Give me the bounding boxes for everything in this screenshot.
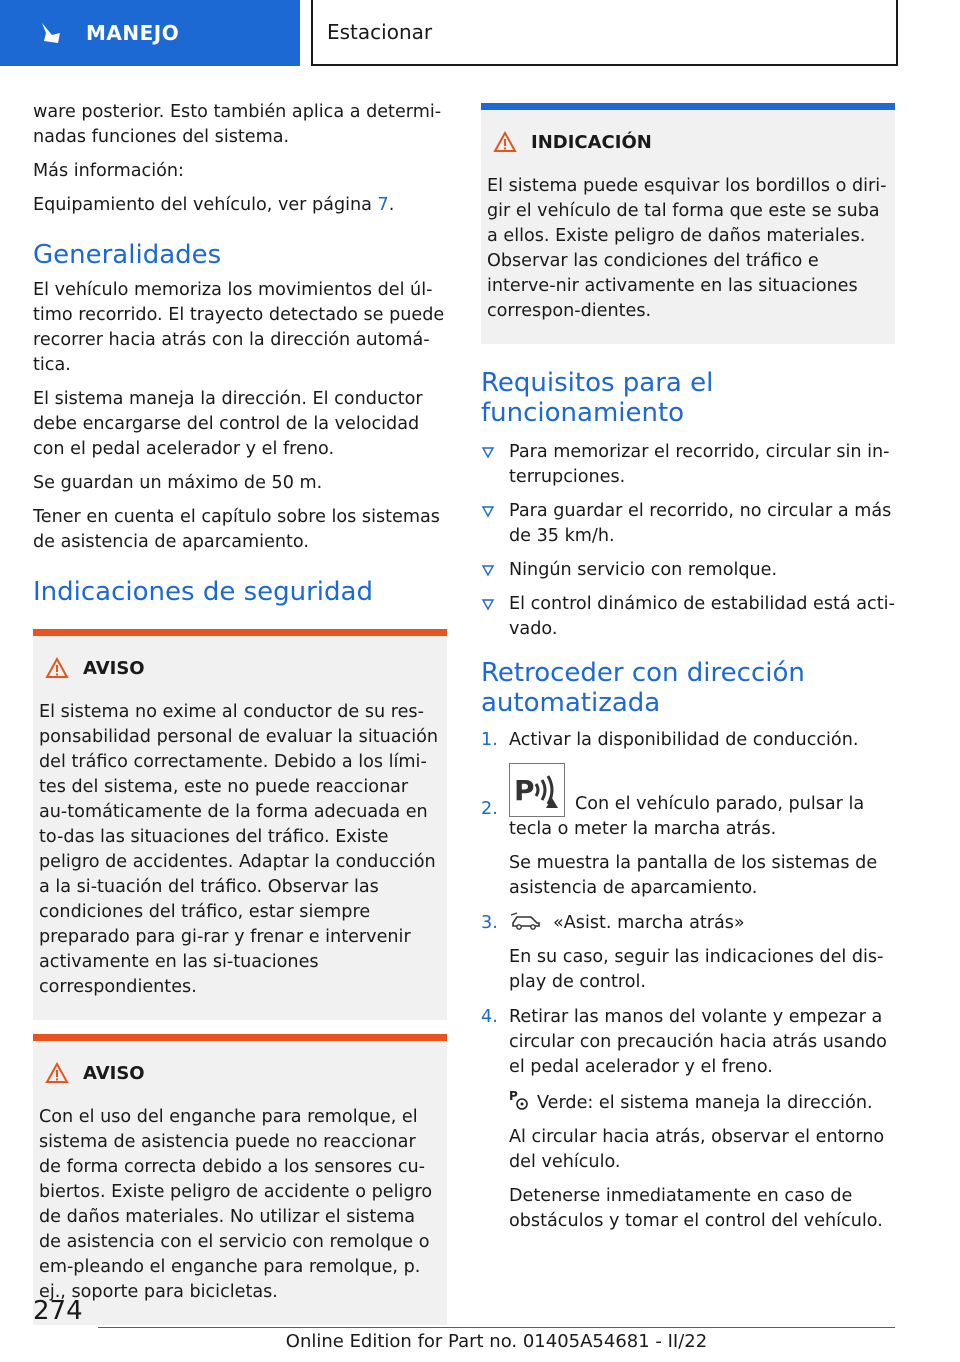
- list-item: [481, 592, 895, 642]
- note-box: [481, 103, 895, 344]
- warning-title: AVISO: [83, 657, 145, 679]
- page-number: 274: [33, 1296, 83, 1326]
- general-paragraph-4: Tener en cuenta el capítulo sobre los sistemas de asistencia de aparcamiento.: [33, 507, 440, 552]
- step-text-main: Retirar las manos del volante y empezar a circular con precaución hacia atrás usando el pedal acelerador y el freno.: [509, 1007, 887, 1077]
- reference-text: Equipamiento del vehículo, ver página: [33, 195, 378, 215]
- step-text: [509, 763, 895, 842]
- step-text-status: [509, 1089, 895, 1116]
- step-number: 2.: [481, 799, 498, 819]
- edition-note: Online Edition for Part no. 01405A54681 - II/22: [285, 1331, 708, 1352]
- list-item: [481, 558, 895, 583]
- step-text-sub: Se muestra la pantalla de los sistemas de asistencia de aparcamiento.: [509, 853, 878, 898]
- list-item-text: El control dinámico de estabilidad está acti-vado.: [509, 594, 895, 639]
- note-header: [487, 110, 887, 174]
- more-info-label: Más información:: [33, 161, 184, 181]
- warning-header: [39, 1041, 439, 1105]
- reverse-car-icon: [509, 911, 543, 931]
- step-text-main: «Asist. marcha atrás»: [553, 913, 745, 933]
- list-item: [481, 499, 895, 549]
- triangle-bullet-icon: [481, 563, 495, 577]
- step-number: 3.: [481, 913, 498, 933]
- heading-reverse: [481, 658, 895, 718]
- requirements-list: [481, 440, 895, 642]
- heading-reverse-line-1: Retroceder con dirección: [481, 658, 805, 688]
- warning-triangle-icon: [493, 131, 517, 153]
- section-label: MANEJO: [86, 21, 180, 45]
- reference-paragraph: [33, 193, 447, 218]
- section-tab[interactable]: [0, 0, 300, 66]
- right-column: [481, 103, 895, 1234]
- page-header-title: [311, 0, 898, 66]
- step-4: [481, 1005, 895, 1234]
- list-item: [481, 440, 895, 490]
- step-number: 1.: [481, 730, 498, 750]
- svg-text:P: P: [514, 774, 535, 807]
- step-text-sub: En su caso, seguir las indicaciones del dis-play de control.: [509, 947, 884, 992]
- general-paragraph-2: El sistema maneja la dirección. El conductor debe encargarse del control de la velocidad con el pedal acelerador y el freno.: [33, 389, 423, 459]
- general-paragraph-3: Se guardan un máximo de 50 m.: [33, 473, 323, 493]
- svg-text:P: P: [509, 1089, 518, 1103]
- triangle-bullet-icon: [481, 445, 495, 459]
- reference-end: .: [388, 195, 395, 215]
- warning-box-2: [33, 1034, 447, 1325]
- step-text-sub: Detenerse inmediatamente en caso de obstáculos y tomar el control del vehículo.: [509, 1186, 883, 1231]
- chapter-title: Estacionar: [327, 20, 433, 44]
- step-text: [509, 911, 895, 936]
- warning-box-1: [33, 629, 447, 1020]
- steering-hand-icon: [38, 18, 68, 48]
- step-number: 4.: [481, 1007, 498, 1027]
- warning-text: El sistema no exime al conductor de su res-ponsabilidad personal de evaluar la situación del tráfico correctamente. Debido a los lími-tes del sistema, este no puede reaccionar au-tomáticamente de la forma adecuada en to-das las situaciones del tráfico. Existe peligro de accidentes. Adaptar la conducción a la si-tuación del tráfico. Observar las condiciones del tráfico, estar siempre preparado para gi-rar y frenar e intervenir activamente en las si-tuaciones correspondientes.: [39, 702, 439, 997]
- status-text: Verde: el sistema maneja la dirección.: [537, 1093, 873, 1113]
- triangle-bullet-icon: [481, 504, 495, 518]
- page-link[interactable]: 7: [377, 195, 389, 215]
- step-2: [481, 763, 895, 901]
- heading-safety: Indicaciones de seguridad: [33, 577, 373, 607]
- list-item-text: Ningún servicio con remolque.: [509, 560, 778, 580]
- list-item-text: Para memorizar el recorrido, circular sin in-terrupciones.: [509, 442, 890, 487]
- footer-divider: [98, 1327, 895, 1328]
- note-title: INDICACIÓN: [531, 131, 652, 153]
- heading-requirements: Requisitos para el funcionamiento: [481, 368, 714, 428]
- step-text-sub: Al circular hacia atrás, observar el entorno del vehículo.: [509, 1127, 885, 1172]
- step-text-main: Con el vehículo parado, pulsar la tecla o meter la marcha atrás.: [509, 794, 865, 839]
- park-assist-button-icon: [509, 763, 565, 817]
- list-item-text: Para guardar el recorrido, no circular a más de 35 km/h.: [509, 501, 892, 546]
- left-column: [33, 100, 447, 1325]
- heading-general: Generalidades: [33, 240, 222, 270]
- step-1: [481, 728, 895, 753]
- general-paragraph-1: El vehículo memoriza los movimientos del úl-timo recorrido. El trayecto detectado se puede recorrer hacia atrás con la dirección automá-tica.: [33, 280, 445, 375]
- triangle-bullet-icon: [481, 597, 495, 611]
- warning-text: Con el uso del enganche para remolque, el sistema de asistencia puede no reaccionar de forma correcta debido a los sensores cu-biertos. Existe peligro de accidente o peligro de daños materiales. No utilizar el sistema de asistencia con el servicio con remolque o em-pleando el enganche para remolque, p. ej., soporte para bicicletas.: [39, 1107, 433, 1302]
- warning-header: [39, 636, 439, 700]
- heading-reverse-line-2: automatizada: [481, 688, 661, 718]
- warning-triangle-icon: [45, 1062, 69, 1084]
- warning-title: AVISO: [83, 1062, 145, 1084]
- intro-paragraph: ware posterior. Esto también aplica a determi-nadas funciones del sistema.: [33, 102, 442, 147]
- step-3: [481, 911, 895, 995]
- step-text: Activar la disponibilidad de conducción.: [509, 730, 859, 750]
- steering-assist-icon: [509, 1089, 529, 1111]
- warning-triangle-icon: [45, 657, 69, 679]
- note-text: El sistema puede esquivar los bordillos o diri-gir el vehículo de tal forma que este se suba a ellos. Existe peligro de daños materiales. Observar las condiciones del tráfico e interve-nir activamente en las situaciones correspon-dientes.: [487, 176, 887, 321]
